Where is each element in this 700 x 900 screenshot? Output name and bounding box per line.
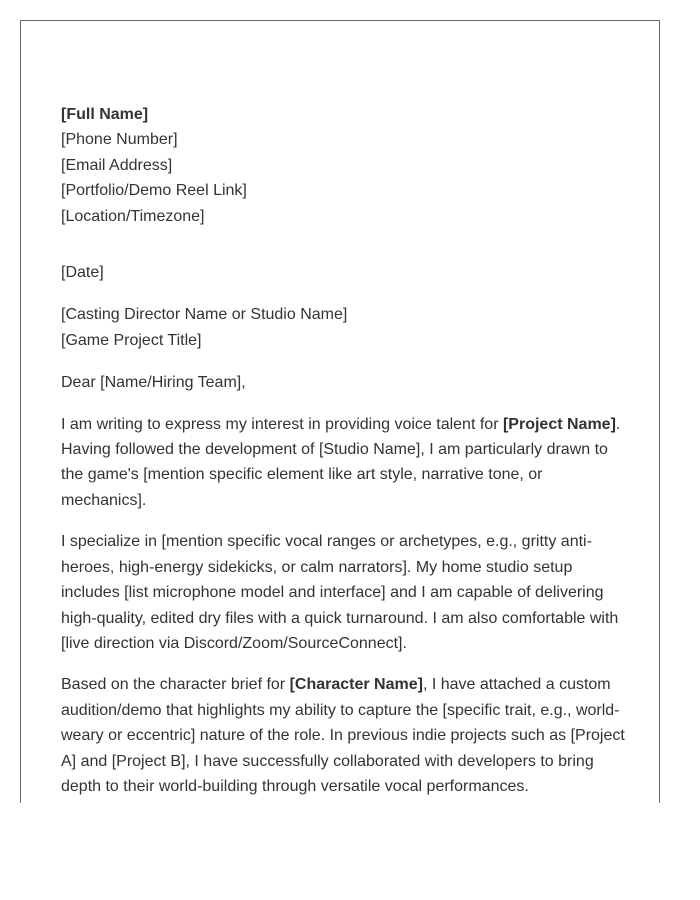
letter-content bbox=[61, 102, 631, 799]
sender-phone: [Phone Number] bbox=[61, 131, 178, 149]
paragraph-2-text: I specialize in [mention specific vocal ranges or archetypes, e.g., gritty anti-heroes, high-energy sidekicks, or calm narrators]. My home studio setup includes [list microphone model and interface] and I am capable of delivering high-quality, edited dry files with a quick turnaround. I am also comfortable with [live direction via Discord/Zoom/SourceConnect]. bbox=[61, 533, 619, 652]
sender-location: [Location/Timezone] bbox=[61, 207, 205, 225]
character-name-placeholder: [Character Name] bbox=[289, 676, 423, 694]
paragraph-3-text-start: Based on the character brief for bbox=[61, 676, 290, 694]
paragraph-1-text-end: . Having followed the development of [Studio Name], I am particularly drawn to the game's [mention specific element like art style, narrative tone, or mechanics]. bbox=[61, 415, 621, 509]
salutation-text: Dear [Name/Hiring Team], bbox=[61, 374, 246, 392]
body-paragraph-3 bbox=[61, 672, 631, 799]
letter-page bbox=[20, 20, 660, 803]
paragraph-1-text-start: I am writing to express my interest in providing voice talent for bbox=[61, 415, 503, 433]
recipient-project: [Game Project Title] bbox=[61, 331, 202, 349]
body-paragraph-1 bbox=[61, 412, 631, 514]
sender-block bbox=[61, 102, 631, 229]
project-name-placeholder: [Project Name] bbox=[502, 415, 616, 433]
body-paragraph-2 bbox=[61, 529, 631, 656]
sender-portfolio: [Portfolio/Demo Reel Link] bbox=[61, 182, 247, 200]
sender-full-name: [Full Name] bbox=[61, 106, 149, 123]
letter-date: [Date] bbox=[61, 264, 104, 282]
paragraph-3-text-end: , I have attached a custom audition/demo that highlights my ability to capture the [specific trait, e.g., world-weary or eccentric] nature of the role. In previous indie projects such as [Project A] and [Project B], I have successfully collaborated with developers to bring depth to their world-building through versatile vocal performances. bbox=[61, 676, 625, 795]
recipient-block bbox=[61, 302, 631, 353]
recipient-name: [Casting Director Name or Studio Name] bbox=[61, 306, 348, 324]
sender-email: [Email Address] bbox=[61, 156, 173, 174]
date-line bbox=[61, 260, 631, 285]
salutation bbox=[61, 370, 631, 395]
